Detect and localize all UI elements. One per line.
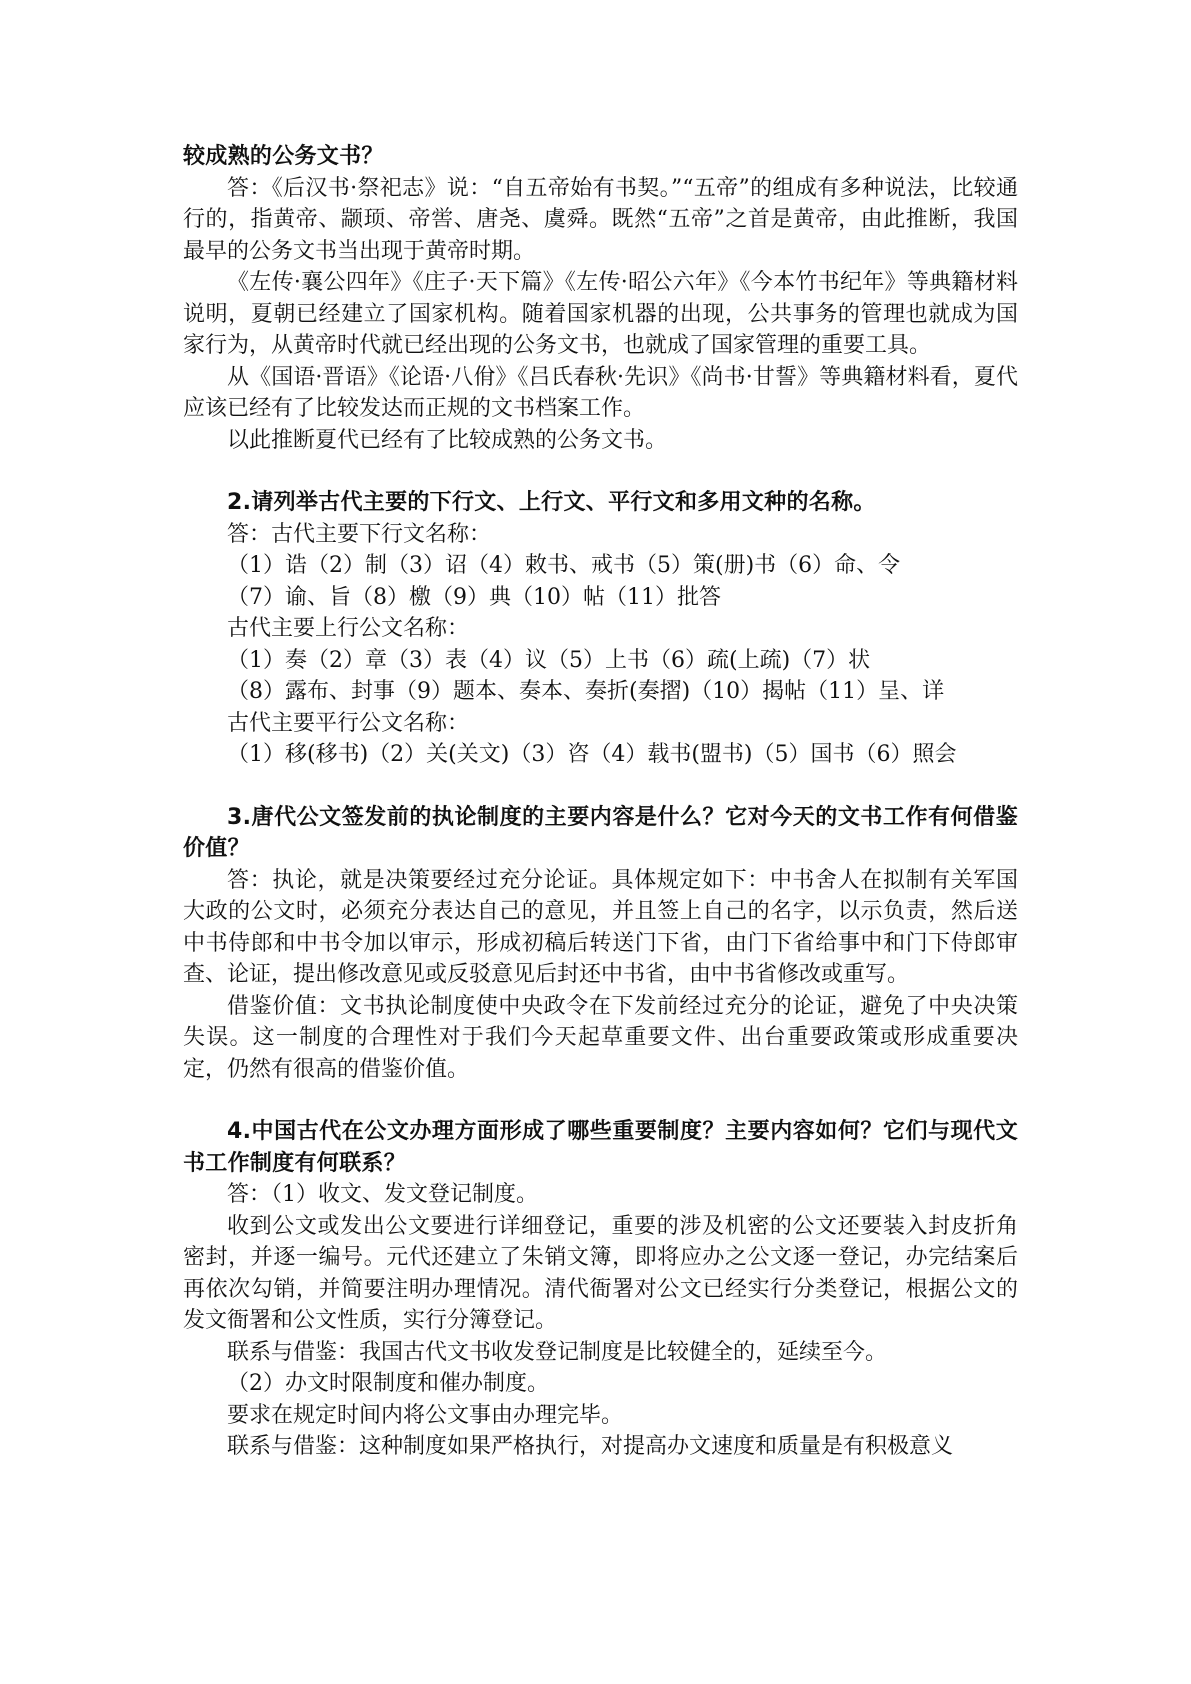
list-line: （1）诰（2）制（3）诏（4）敕书、戒书（5）策(册)书（6）命、令 xyxy=(227,553,901,578)
section-4-para-6: 联系与借鉴：这种制度如果严格执行，对提高办文速度和质量是有积极意义 xyxy=(227,1434,954,1459)
section-1-para-3: 从《国语·晋语》《论语·八佾》《吕氏春秋·先识》《尚书·甘誓》等典籍材料看，夏代应该已经有了比较发达而正规的文书档案工作。 xyxy=(183,364,1018,421)
section-2-heading: 2.请列举古代主要的下行文、上行文、平行文和多用文种的名称。 xyxy=(227,490,876,515)
list-line: 古代主要上行公文名称： xyxy=(227,616,470,641)
list-line: （7）谕、旨（8）檄（9）典（10）帖（11）批答 xyxy=(227,584,721,610)
section-4-para-4: （2）办文时限制度和催办制度。 xyxy=(227,1371,549,1396)
section-1-para-2: 《左传·襄公四年》《庄子·天下篇》《左传·昭公六年》《今本竹书纪年》等典籍材料说明，夏朝已经建立了国家机构。随着国家机器的出现，公共事务的管理也就成为国家行为，从黄帝时代就已经出现的公务文书，也就成了国家管理的重要工具。 xyxy=(183,270,1018,358)
section-3-heading: 3.唐代公文签发前的执论制度的主要内容是什么？它对今天的文书工作有何借鉴价值？ xyxy=(183,804,1018,861)
list-line: （1）奏（2）章（3）表（4）议（5）上书（6）疏(上疏)（7）状 xyxy=(227,647,871,673)
section-4-para-1: 答：（1）收文、发文登记制度。 xyxy=(227,1182,538,1207)
section-1-para-1: 答：《后汉书·祭祀志》说：“自五帝始有书契。”“五帝”的组成有多种说法，比较通行的，指黄帝、颛顼、帝喾、唐尧、虞舜。既然“五帝”之首是黄帝，由此推断，我国最早的公务文书当出现于黄帝时期。 xyxy=(183,175,1018,264)
section-4-para-2: 收到公文或发出公文要进行详细登记，重要的涉及机密的公文还要装入封皮折角密封，并逐一编号。元代还建立了朱销文簿，即将应办之公文逐一登记，办完结案后再依次勾销，并简要注明办理情况。清代衙署对公文已经实行分类登记，根据公文的发文衙署和公文性质，实行分簿登记。 xyxy=(183,1213,1018,1333)
list-line: （1）移(移书)（2）关(关文)（3）咨（4）载书(盟书)（5）国书（6）照会 xyxy=(227,742,957,767)
document-types-list xyxy=(183,519,1018,771)
list-line: 古代主要平行公文名称： xyxy=(227,710,470,736)
section-4-para-5: 要求在规定时间内将公文事由办理完毕。 xyxy=(227,1402,624,1428)
spacer xyxy=(183,1085,1018,1116)
section-1-para-4: 以此推断夏代已经有了比较成熟的公务文书。 xyxy=(227,427,668,453)
spacer xyxy=(183,771,1018,802)
spacer xyxy=(183,456,1018,487)
section-4-heading: 4.中国古代在公文办理方面形成了哪些重要制度？主要内容如何？它们与现代文书工作制度有何联系？ xyxy=(183,1119,1018,1176)
list-line: 答：古代主要下行文名称： xyxy=(227,521,492,547)
list-line: （8）露布、封事（9）题本、奏本、奏折(奏摺)（10）揭帖（11）呈、详 xyxy=(227,679,945,704)
section-1-heading: 较成熟的公务文书？ xyxy=(183,144,384,169)
section-3-para-2: 借鉴价值：文书执论制度使中央政令在下发前经过充分的论证，避免了中央决策失误。这一制度的合理性对于我们今天起草重要文件、出台重要政策或形成重要决定，仍然有很高的借鉴价值。 xyxy=(183,993,1018,1082)
section-3-para-1: 答：执论，就是决策要经过充分论证。具体规定如下：中书舍人在拟制有关军国大政的公文时，必须充分表达自己的意见，并且签上自己的名字，以示负责，然后送中书侍郎和中书令加以审示，形成初稿后转送门下省，由门下省给事中和门下侍郎审查、论证，提出修改意见或反驳意见后封还中书省，由中书省修改或重写。 xyxy=(183,867,1018,987)
document-page xyxy=(183,141,1018,1463)
section-4-para-3: 联系与借鉴：我国古代文书收发登记制度是比较健全的，延续至今。 xyxy=(227,1339,888,1365)
